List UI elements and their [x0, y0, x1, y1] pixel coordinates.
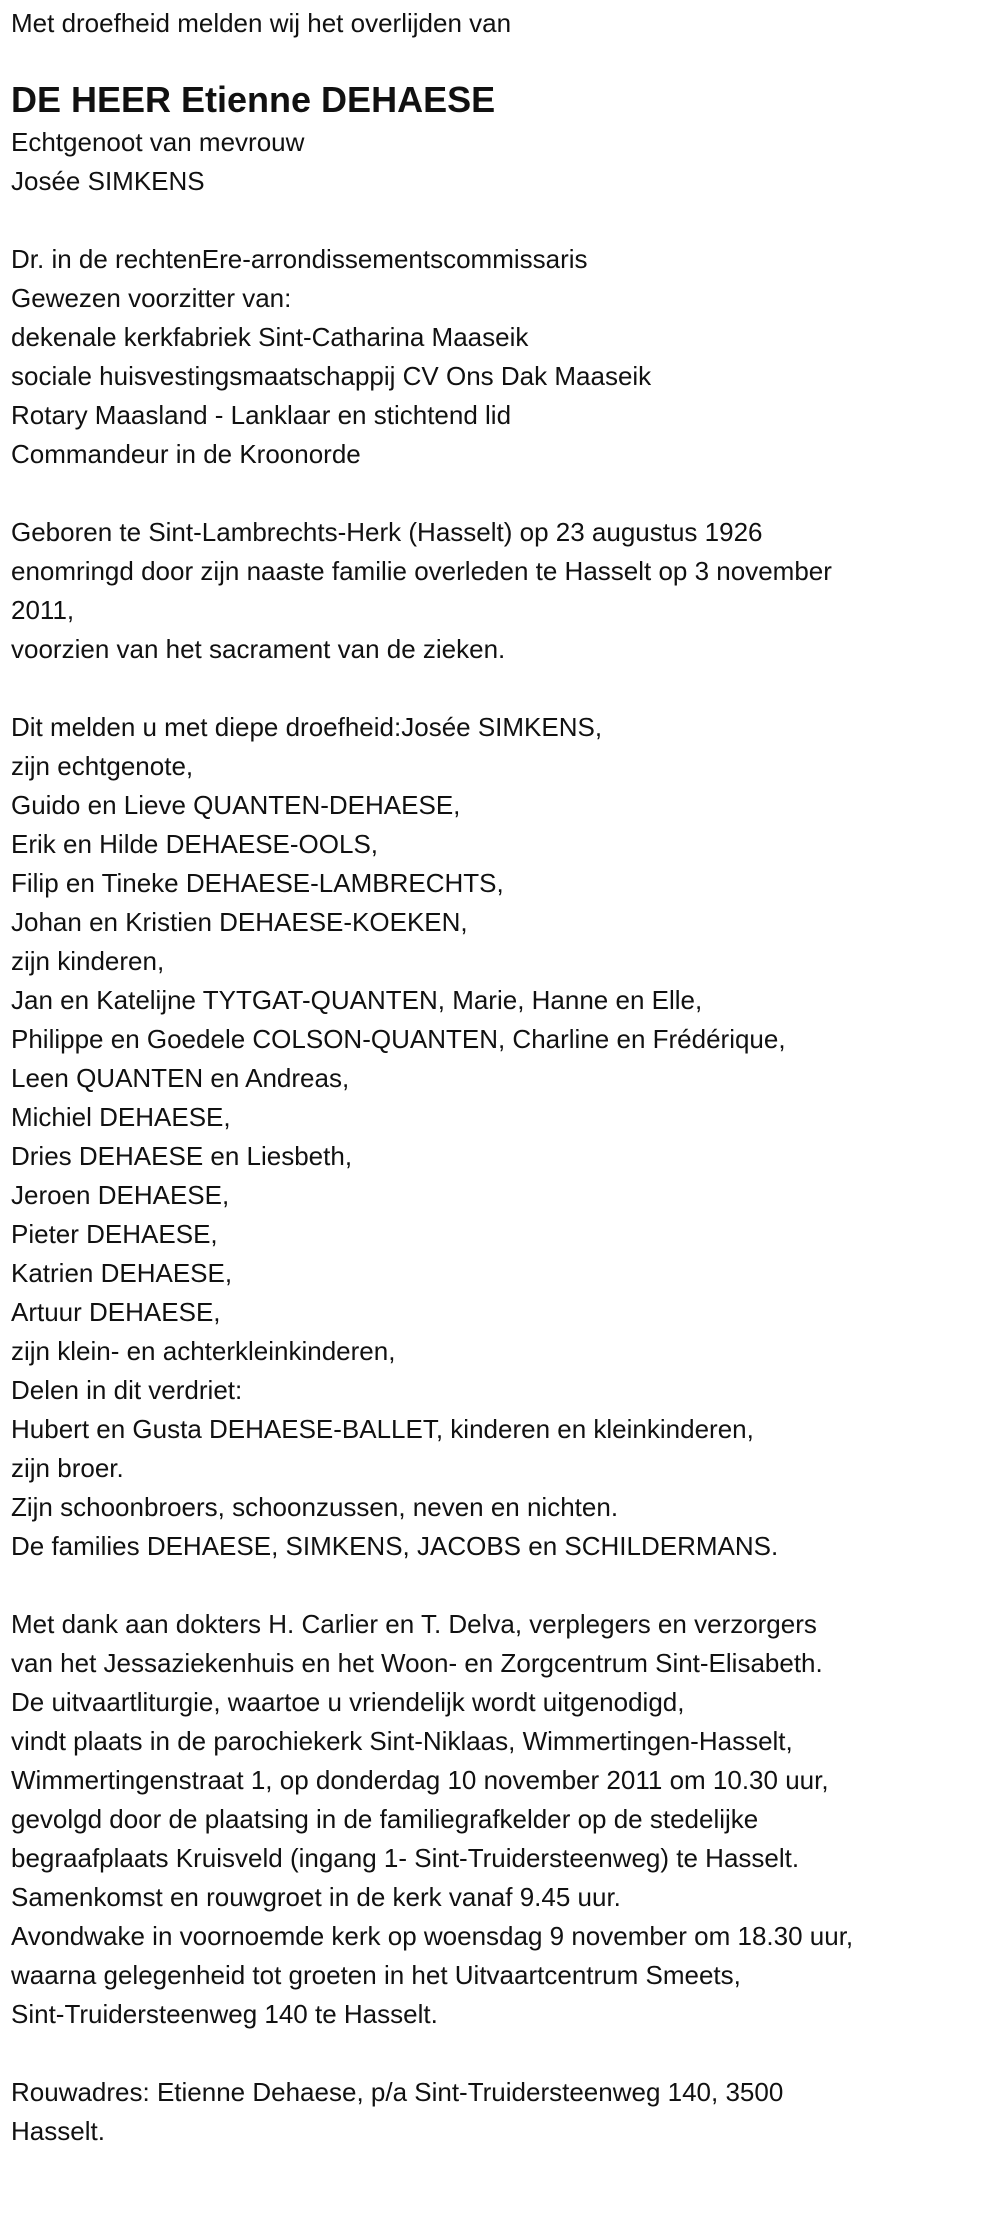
text-line: dekenale kerkfabriek Sint-Catharina Maaseik	[11, 322, 529, 352]
text-line: Katrien DEHAESE,	[11, 1258, 233, 1288]
text-line: begraafplaats Kruisveld (ingang 1- Sint-Truidersteenweg) te Hasselt.	[11, 1843, 800, 1873]
text-line: Pieter DEHAESE,	[11, 1219, 218, 1249]
text-line: Josée SIMKENS	[11, 166, 205, 196]
family-paragraph	[11, 708, 1000, 1566]
paragraph-spacer	[11, 2034, 1000, 2073]
text-line: Avondwake in voornoemde kerk op woensdag 9 november om 18.30 uur,	[11, 1921, 854, 1951]
text-line: Hubert en Gusta DEHAESE-BALLET, kinderen en kleinkinderen,	[11, 1414, 754, 1444]
text-line: De uitvaartliturgie, waartoe u vriendelijk wordt uitgenodigd,	[11, 1687, 685, 1717]
text-line: Jan en Katelijne TYTGAT-QUANTEN, Marie, Hanne en Elle,	[11, 985, 703, 1015]
funeral-paragraph	[11, 1605, 1000, 2034]
text-line: Wimmertingenstraat 1, op donderdag 10 november 2011 om 10.30 uur,	[11, 1765, 829, 1795]
text-line: zijn broer.	[11, 1453, 124, 1483]
text-line: Guido en Lieve QUANTEN-DEHAESE,	[11, 790, 461, 820]
text-line: 2011,	[11, 595, 75, 625]
text-line: Philippe en Goedele COLSON-QUANTEN, Charline en Frédérique,	[11, 1024, 786, 1054]
text-line: enomringd door zijn naaste familie overleden te Hasselt op 3 november	[11, 556, 832, 586]
text-line: sociale huisvestingsmaatschappij CV Ons Dak Maaseik	[11, 361, 652, 391]
paragraph-spacer	[11, 201, 1000, 240]
intro-text: Met droefheid melden wij het overlijden van	[11, 8, 512, 38]
text-line: Delen in dit verdriet:	[11, 1375, 243, 1405]
text-line: voorzien van het sacrament van de zieken.	[11, 634, 506, 664]
text-line: Filip en Tineke DEHAESE-LAMBRECHTS,	[11, 868, 504, 898]
text-line: Met dank aan dokters H. Carlier en T. Delva, verplegers en verzorgers	[11, 1609, 817, 1639]
text-line: van het Jessaziekenhuis en het Woon- en Zorgcentrum Sint-Elisabeth.	[11, 1648, 823, 1678]
spouse-paragraph	[11, 123, 1000, 201]
titles-paragraph	[11, 240, 1000, 474]
birth-death-paragraph	[11, 513, 1000, 669]
text-line: Hasselt.	[11, 2116, 105, 2146]
text-line: Artuur DEHAESE,	[11, 1297, 221, 1327]
text-line: Zijn schoonbroers, schoonzussen, neven en nichten.	[11, 1492, 619, 1522]
text-line: vindt plaats in de parochiekerk Sint-Niklaas, Wimmertingen-Hasselt,	[11, 1726, 793, 1756]
obituary-body	[11, 123, 1000, 2151]
text-line: waarna gelegenheid tot groeten in het Uitvaartcentrum Smeets,	[11, 1960, 741, 1990]
text-line: zijn kinderen,	[11, 946, 165, 976]
paragraph-spacer	[11, 1566, 1000, 1605]
text-line: zijn echtgenote,	[11, 751, 194, 781]
text-line: Erik en Hilde DEHAESE-OOLS,	[11, 829, 379, 859]
text-line: gevolgd door de plaatsing in de familiegrafkelder op de stedelijke	[11, 1804, 759, 1834]
text-line: Rotary Maasland - Lanklaar en stichtend lid	[11, 400, 512, 430]
text-line: Dit melden u met diepe droefheid:Josée SIMKENS,	[11, 712, 603, 742]
address-paragraph	[11, 2073, 1000, 2151]
text-line: Commandeur in de Kroonorde	[11, 439, 361, 469]
text-line: Dries DEHAESE en Liesbeth,	[11, 1141, 353, 1171]
text-line: Echtgenoot van mevrouw	[11, 127, 305, 157]
paragraph-spacer	[11, 474, 1000, 513]
text-line: Gewezen voorzitter van:	[11, 283, 292, 313]
text-line: Geboren te Sint-Lambrechts-Herk (Hasselt) op 23 augustus 1926	[11, 517, 763, 547]
text-line: Samenkomst en rouwgroet in de kerk vanaf 9.45 uur.	[11, 1882, 621, 1912]
text-line: zijn klein- en achterkleinkinderen,	[11, 1336, 396, 1366]
text-line: Dr. in de rechtenEre-arrondissementscommissaris	[11, 244, 588, 274]
text-line: Michiel DEHAESE,	[11, 1102, 231, 1132]
text-line: De families DEHAESE, SIMKENS, JACOBS en SCHILDERMANS.	[11, 1531, 779, 1561]
text-line: Rouwadres: Etienne Dehaese, p/a Sint-Truidersteenweg 140, 3500	[11, 2077, 784, 2107]
text-line: Johan en Kristien DEHAESE-KOEKEN,	[11, 907, 468, 937]
deceased-name-title: DE HEER Etienne DEHAESE	[11, 79, 496, 120]
text-line: Leen QUANTEN en Andreas,	[11, 1063, 350, 1093]
text-line: Jeroen DEHAESE,	[11, 1180, 230, 1210]
paragraph-spacer	[11, 669, 1000, 708]
text-line: Sint-Truidersteenweg 140 te Hasselt.	[11, 1999, 438, 2029]
